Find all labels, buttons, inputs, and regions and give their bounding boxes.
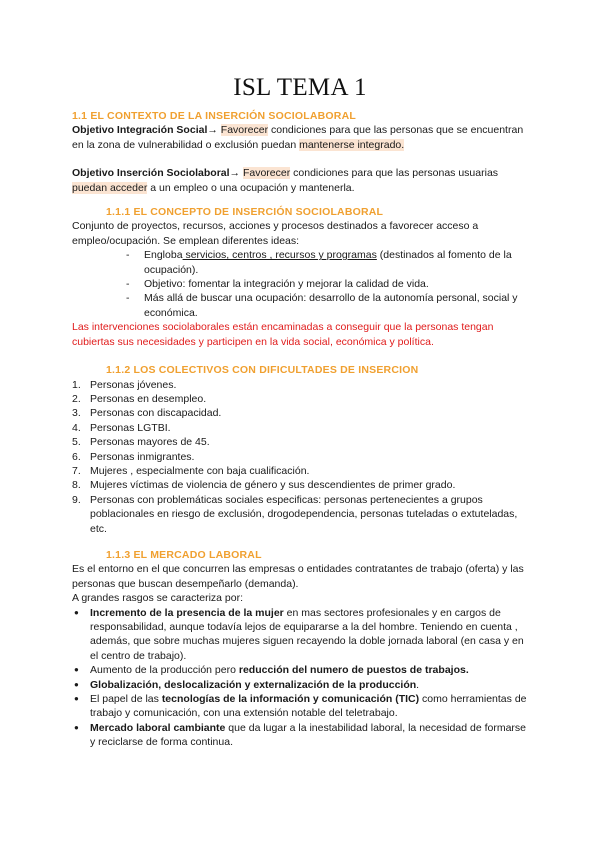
item-number: 8. bbox=[72, 479, 81, 492]
item-number: 5. bbox=[72, 436, 81, 449]
numbered-item bbox=[72, 493, 532, 536]
item-text: Personas con discapacidad. bbox=[90, 407, 222, 420]
list-item bbox=[72, 606, 532, 664]
text: (destinados al fomento de la ocupación). bbox=[144, 249, 512, 276]
text: condiciones para que las personas que se encuentran en la zona de vulnerabilidad o exclusión puedan bbox=[72, 124, 524, 151]
red-note: Las intervenciones sociolaborales están encaminadas a conseguir que la personas tengan cubiertas sus necesidades y participen en la vida social, económica y política. bbox=[72, 321, 494, 348]
item-number: 6. bbox=[72, 450, 81, 463]
text: El papel de las bbox=[90, 693, 162, 706]
paragraph-rasgos: A grandes rasgos se caracteriza por: bbox=[72, 592, 244, 605]
item-text: Personas con problemáticas sociales especificas: personas pertenecientes a grupos poblacionales en riesgo de exclusión, drogodependencia, personas tuteladas o extuteladas, etc. bbox=[90, 493, 518, 535]
section-heading-1-1-1: 1.1.1 EL CONCEPTO DE INSERCIÓN SOCIOLABORAL bbox=[106, 206, 384, 219]
text: Aumento de la producción pero bbox=[90, 664, 239, 677]
label-objetivo-integracion: Objetivo Integración Social bbox=[72, 124, 208, 137]
item-text: Personas en desempleo. bbox=[90, 392, 207, 405]
numbered-item bbox=[72, 435, 532, 449]
bold-text: Incremento de la presencia de la mujer bbox=[90, 606, 284, 619]
section-heading-1-1-2: 1.1.2 LOS COLECTIVOS CON DIFICULTADES DE INSERCION bbox=[106, 364, 419, 377]
highlight-mantenerse: mantenerse integrado. bbox=[299, 138, 405, 151]
list-item bbox=[72, 248, 532, 277]
section-heading-1-1-3: 1.1.3 EL MERCADO LABORAL bbox=[106, 548, 262, 561]
item-number: 3. bbox=[72, 407, 81, 420]
numbered-item bbox=[72, 450, 532, 464]
label-objetivo-insercion: Objetivo Inserción Sociolaboral bbox=[72, 167, 230, 180]
bullet-list bbox=[72, 606, 532, 750]
item-text: Personas jóvenes. bbox=[90, 378, 177, 391]
item-number: 7. bbox=[72, 464, 81, 477]
paragraph-mercado: Es el entorno en el que concurren las empresas o entidades contratantes de trabajo (oferta) y las personas que buscan desempeñarlo (demanda). bbox=[72, 563, 524, 590]
bold-text: reducción del numero de puestos de trabajos. bbox=[238, 664, 469, 677]
text: que da lugar a la inestabilidad laboral, la necesidad de formarse y reciclarse de forma continua. bbox=[90, 721, 526, 749]
document-title: ISL TEMA 1 bbox=[233, 74, 367, 101]
numbered-list bbox=[72, 378, 532, 536]
item-number: 9. bbox=[72, 493, 81, 506]
item-number: 4. bbox=[72, 421, 81, 434]
item-number: 1. bbox=[72, 378, 81, 391]
highlight-favorecer: Favorecer bbox=[220, 124, 269, 137]
list-item bbox=[72, 663, 532, 677]
text: Engloba bbox=[144, 249, 183, 262]
paragraph-objetivo-integracion bbox=[72, 123, 532, 152]
section-heading-1-1: 1.1 EL CONTEXTO DE LA INSERCIÓN SOCIOLABORAL bbox=[72, 110, 356, 122]
numbered-item bbox=[72, 464, 532, 478]
bold-text: Mercado laboral cambiante bbox=[90, 721, 226, 734]
list-item bbox=[72, 678, 532, 692]
text: condiciones para que las personas usuarias bbox=[290, 167, 499, 180]
highlight-puedan-acceder: puedan acceder bbox=[72, 181, 148, 194]
paragraph-objetivo-insercion bbox=[72, 166, 532, 195]
item-text: Personas inmigrantes. bbox=[90, 450, 195, 463]
numbered-item bbox=[72, 378, 532, 392]
arrow: → bbox=[229, 167, 243, 180]
text: a un empleo o una ocupación y mantenerla. bbox=[147, 181, 355, 194]
text: como herramientas de trabajo y comunicación, con una extensión notable del teletrabajo. bbox=[90, 693, 527, 720]
bold-text: tecnologías de la información y comunicación (TIC) bbox=[161, 693, 420, 706]
underlined-text: servicios, centros , recursos y programas bbox=[182, 249, 377, 262]
numbered-item bbox=[72, 392, 532, 406]
item-text: Personas LGTBI. bbox=[90, 421, 171, 434]
list-item bbox=[72, 692, 532, 721]
document-body bbox=[72, 109, 532, 750]
text: en mas sectores profesionales y en cargos de responsabilidad, aunque todavía lejos de equipararse a la del hombre. Teniendo en cuenta , además, que sobre muchas mujeres siguen recayendo la doble jornada laboral (en casa y en el centro de trabajo). bbox=[90, 606, 524, 662]
item-text: Mujeres , especialmente con baja cualificación. bbox=[90, 464, 310, 477]
item-number: 2. bbox=[72, 392, 81, 405]
bold-text: Globalización, deslocalización y externalización de la producción bbox=[90, 678, 417, 691]
list-item: - Objetivo: fomentar la integración y mejorar la calidad de vida. bbox=[72, 277, 532, 291]
numbered-item bbox=[72, 421, 532, 435]
item-text: Personas mayores de 45. bbox=[90, 436, 210, 449]
numbered-item bbox=[72, 478, 532, 492]
highlight-favorecer: Favorecer bbox=[242, 167, 291, 180]
list-item: - Más allá de buscar una ocupación: desarrollo de la autonomía personal, social y económica. bbox=[72, 291, 532, 320]
numbered-item bbox=[72, 406, 532, 420]
arrow: → bbox=[207, 124, 221, 137]
list-item bbox=[72, 721, 532, 750]
item-text: Mujeres víctimas de violencia de género y sus descendientes de primer grado. bbox=[90, 479, 456, 492]
text: . bbox=[416, 678, 420, 691]
paragraph-concepto: Conjunto de proyectos, recursos, acciones y procesos destinados a favorecer acceso a empleo/ocupación. Se emplean diferentes ideas: bbox=[72, 220, 479, 247]
dash-list bbox=[72, 248, 532, 320]
